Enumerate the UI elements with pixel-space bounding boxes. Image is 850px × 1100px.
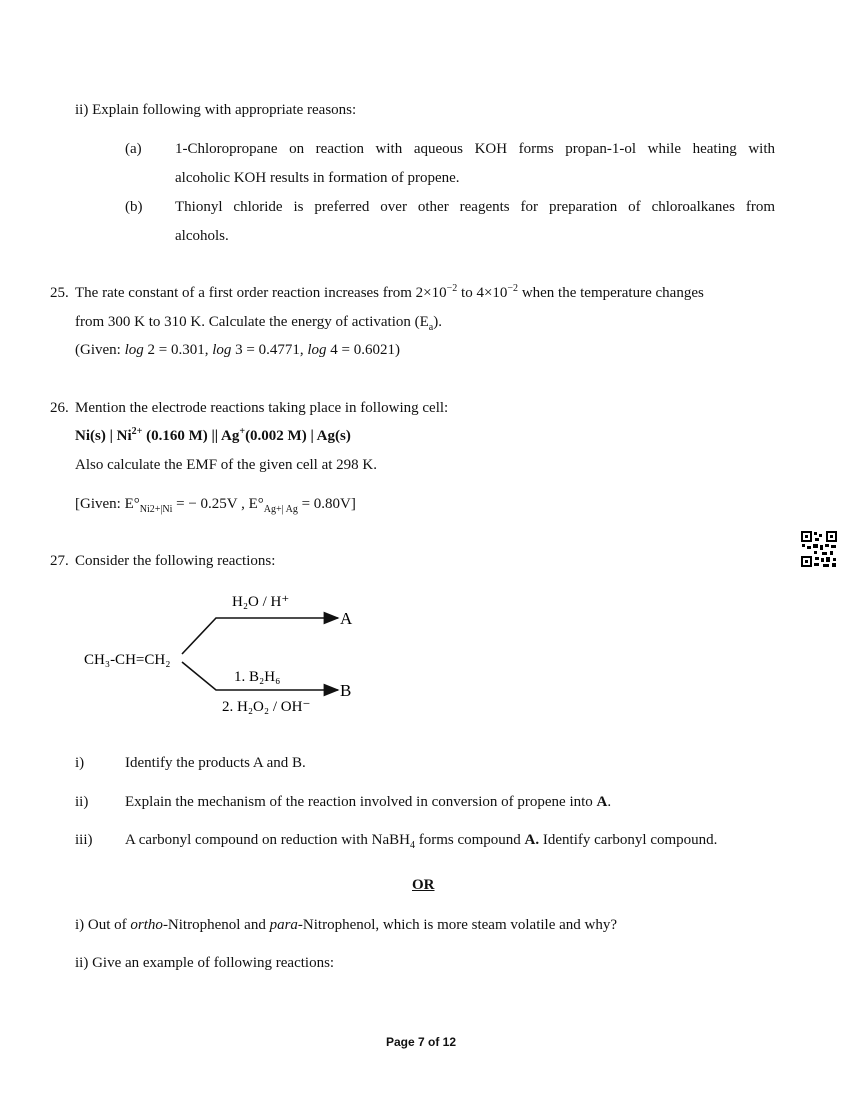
- reaction-scheme: [70, 580, 390, 720]
- q26-line3: Also calculate the EMF of the given cell at 298 K.: [75, 457, 377, 473]
- product-b-label: B: [340, 681, 352, 700]
- q24-item-a-line2: alcoholic KOH results in formation of propene.: [175, 170, 460, 186]
- q25-number: 25.: [50, 285, 69, 301]
- q27-part-iii-label: iii): [75, 832, 93, 848]
- lower-reagent-1-label: 1. B₂H₆: [234, 669, 281, 685]
- q27-part-ii-label: ii): [75, 794, 89, 810]
- q26-given: [Given: $E^\circ_{Ni2+|Ni}$ = − 0.25V , $E^\circ_{Ag+| Ag} = 0.80V$]: [75, 496, 356, 515]
- lower-reagent-2-label: 2. H₂O₂ / OH⁻: [222, 699, 311, 715]
- product-a-label: A: [340, 609, 353, 628]
- q27-line1: Consider the following reactions:: [75, 553, 276, 569]
- q27-number: 27.: [50, 553, 69, 569]
- q27-part-ii-text: Explain the mechanism of the reaction involved in conversion of propene into A.: [125, 794, 612, 810]
- q25-given: (Given: log 2 = 0.301, log 3 = 0.4771, log 4 = 0.6021): [75, 342, 400, 358]
- reactant-label: CH₃-CH=CH₂: [84, 652, 171, 668]
- q26-cell-notation: Ni(s) | $Ni^{2+}$ (0.160 M) || Ag+(0.002 M) | Ag(s): [75, 426, 351, 444]
- q24-item-a-label: (a): [125, 141, 142, 157]
- q24-item-b-label: (b): [125, 199, 143, 215]
- q24-item-b-line2: alcohols.: [175, 228, 229, 244]
- q25-line2: from 300 K to 310 K. Calculate the energy of activation $(E_a)$.: [75, 314, 442, 333]
- or-divider: OR: [412, 877, 435, 893]
- page-number: Page 7 of 12: [386, 1035, 457, 1049]
- q24-item-b-line1: Thionyl chloride is preferred over other reagents for preparation of chloroalkanes from: [175, 199, 775, 215]
- q26-number: 26.: [50, 400, 69, 416]
- q24-part2-heading: ii) Explain following with appropriate reasons:: [75, 102, 357, 118]
- upper-reagent-label: H₂O / H⁺: [232, 594, 290, 610]
- upper-arrow: [182, 618, 338, 654]
- q27-or-line2: ii) Give an example of following reactions:: [75, 955, 335, 971]
- q24-item-a-line1: 1-Chloropropane on reaction with aqueous KOH forms propan-1-ol while heating with: [175, 141, 775, 157]
- q27-or-line1: i) Out of ortho-Nitrophenol and para-Nitrophenol, which is more steam volatile and why?: [75, 917, 618, 933]
- qr-code-icon: [800, 530, 838, 568]
- q25-line1: The rate constant of a first order reaction increases from $2\times 10^{-2}$ to $4\times 10^{-2}$ when the temperature changes: [75, 283, 704, 301]
- q27-part-iii-text: A carbonyl compound on reduction with NaBH$_4$ forms compound A. Identify carbonyl compound.: [125, 832, 718, 851]
- q27-part-i-text: Identify the products A and B.: [125, 755, 306, 771]
- q27-part-i-label: i): [75, 755, 85, 771]
- q26-line1: Mention the electrode reactions taking place in following cell:: [75, 400, 449, 416]
